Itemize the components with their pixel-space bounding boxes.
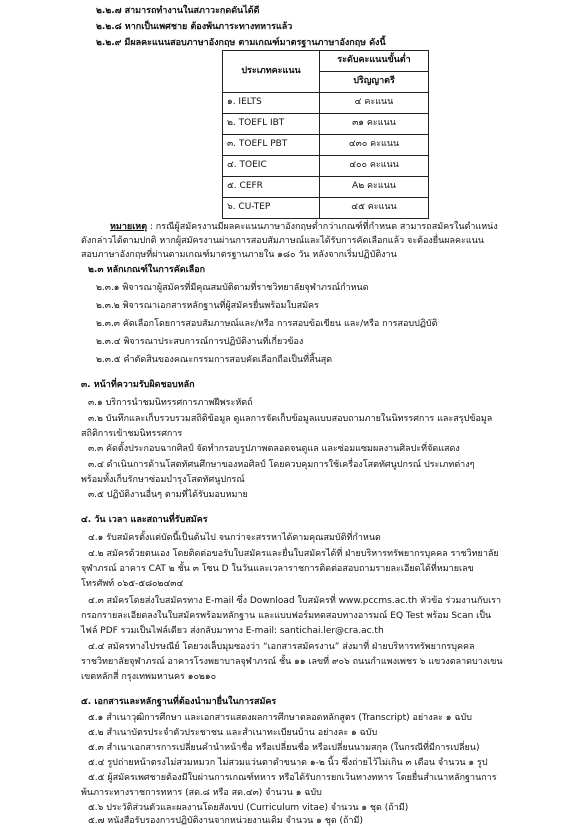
duties-heading: ๓. หน้าที่ความรับผิดชอบหลัก <box>81 380 195 390</box>
duty-line: ๓.๕ ปฏิบัติงานอื่นๆ ตามที่ได้รับมอบหมาย <box>88 490 248 500</box>
apply-line: ๔.๓ สมัครโดยส่งใบสมัครทาง E-mail ซึ่ง Download ใบสมัครที่ www.pccms.ac.th หัวข้อ ร่วมงานกับเรา <box>88 596 502 606</box>
doc-line: ๕.๓ สำเนาเอกสารการเปลี่ยนคำนำหน้าชื่อ หรือเปลี่ยนชื่อ หรือเปลี่ยนนามสกุล (ในกรณีที่มีการเปลี่ยน) <box>88 743 480 753</box>
score-name: ๔. TOEIC <box>223 156 320 177</box>
table-row <box>223 198 429 219</box>
score-value: ๓๑ คะแนน <box>320 114 429 135</box>
doc-line: ๕.๗ หนังสือรับรองการปฏิบัติงานจากหน่วยงานเดิม จำนวน ๑ ชุด (ถ้ามี) <box>88 816 364 826</box>
duty-line: ๓.๑ บริการนำชมนิทรรศการภาพฝีพระหัตถ์ <box>88 398 253 408</box>
apply-line: ๔.๒ สมัครด้วยตนเอง โดยติดต่อขอรับใบสมัครและยื่นใบสมัครได้ที่ ฝ่ายบริหารทรัพยากรบุคคล ราชวิทยาลัย <box>88 549 499 559</box>
table-header-row <box>223 51 429 72</box>
table-row <box>223 114 429 135</box>
score-name: ๖. CU-TEP <box>223 198 320 219</box>
score-value: ๔๕ คะแนน <box>320 198 429 219</box>
requirement-2-2-8: ๒.๒.๘ หากเป็นเพศชาย ต้องพ้นภาระทางทหารแล้ว <box>96 22 293 32</box>
doc-line: ๕.๖ ประวัติส่วนตัวและผลงานโดยสังเขป (Curriculum vitae) จำนวน ๑ ชุด (ถ้ามี) <box>88 803 409 813</box>
table-row <box>223 93 429 114</box>
requirement-2-2-7: ๒.๒.๗ สามารถทำงานในสภาวะกดดันได้ดี <box>96 6 260 16</box>
duty-line: พร้อมทั้งเก็บรักษาซ่อมบำรุงโสตทัศนูปกรณ์ <box>81 475 245 485</box>
list-item: ๒.๓.๔ พิจารณาประสบการณ์การปฏิบัติงานที่เกี่ยวข้อง <box>96 337 304 347</box>
english-score-table <box>222 50 429 219</box>
apply-line: กรอกรายละเอียดลงในใบสมัครพร้อมหลักฐาน และแบบฟอร์มทดสอบทางอารมณ์ EQ Test พร้อม Scan เป็น <box>81 611 492 621</box>
score-name: ๕. CEFR <box>223 177 320 198</box>
duty-line: ๓.๓ คัดตั้งประกอบฉากศิลป์ จัดทำกรอบรูปภาพตลอดจนดูแล และซ่อมแซมผลงานศิลปะที่จัดแสดง <box>88 444 460 454</box>
note-line-3: สอบภาษาอังกฤษที่ผ่านตามเกณฑ์มาตรฐานภายใน ๑๘๐ วัน หลังจากเริ่มปฏิบัติงาน <box>81 250 397 260</box>
header-min-score: ระดับคะแนนขั้นต่ำ <box>320 51 429 72</box>
header-bachelor: ปริญญาตรี <box>320 72 429 93</box>
apply-line: จุฬาภรณ์ อาคาร CAT ๒ ชั้น ๓ โซน D ในวันและเวลาราชการติดต่อสอบถามรายละเอียดได้ที่หมายเลข <box>81 564 474 574</box>
docs-heading: ๕. เอกสารและหลักฐานที่ต้องนำมายื่นในการสมัคร <box>81 697 277 707</box>
duty-line: สถิติการเข้าชมนิทรรศการ <box>81 429 183 439</box>
apply-line: โทรศัพท์ ๐๖๕-๕๘๐๒๔๓๔ <box>81 579 184 589</box>
score-name: ๓. TOEFL PBT <box>223 135 320 156</box>
score-name: ๑. IELTS <box>223 93 320 114</box>
table-row <box>223 135 429 156</box>
doc-line: ๕.๕ ผู้สมัครเพศชายต้องมีใบผ่านการเกณฑ์ทหาร หรือได้รับการยกเว้นทางทหาร โดยยื่นสำเนาหลักฐานการ <box>88 773 497 783</box>
score-name: ๒. TOEFL IBT <box>223 114 320 135</box>
doc-line: พ้นภาระทางราชการทหาร (สด.๘ หรือ สด.๔๓) จำนวน ๑ ฉบับ <box>81 788 322 798</box>
note-label: หมายเหตุ <box>110 222 148 232</box>
apply-heading: ๔. วัน เวลา และสถานที่รับสมัคร <box>81 515 208 525</box>
score-value: A๒ คะแนน <box>320 177 429 198</box>
note-line-1 <box>110 222 498 234</box>
apply-line: เขตหลักสี่ กรุงเทพมหานคร ๑๐๒๑๐ <box>81 672 217 682</box>
note-line-2: ดังกล่าวได้ตามปกติ หากผู้สมัครงานผ่านการสอบสัมภาษณ์และได้รับการคัดเลือกแล้ว จะต้องยื่นผลคะแนน <box>81 236 484 246</box>
apply-line: ๔.๔ สมัครทางไปรษณีย์ โดยวงเล็บมุมซองว่า “เอกสารสมัครงาน” ส่งมาที่ ฝ่ายบริหารทรัพยากรบุคคล <box>88 642 475 652</box>
list-item: ๒.๓.๒ พิจารณาเอกสารหลักฐานที่ผู้สมัครยื่นพร้อมใบสมัคร <box>96 301 319 311</box>
apply-line: ๔.๑ รับสมัครตั้งแต่บัดนี้เป็นต้นไป จนกว่าจะสรรหาได้ตามคุณสมบัติที่กำหนด <box>88 533 381 543</box>
requirement-2-2-9: ๒.๒.๙ มีผลคะแนนสอบภาษาอังกฤษ ตามเกณฑ์มาตรฐานภาษาอังกฤษ ดังนี้ <box>96 38 386 48</box>
table-row <box>223 177 429 198</box>
duty-line: ๓.๒ บันทึกและเก็บรวบรวมสถิติข้อมูล ดูแลการจัดเก็บข้อมูลแบบสอบถามภายในนิทรรศการ และสรุปข้อมูล <box>88 414 493 424</box>
note-text-1: : กรณีผู้สมัครงานมีผลคะแนนภาษาอังกฤษต่ำกว่าเกณฑ์ที่กำหนด สามารถสมัครในตำแหน่ง <box>147 222 498 232</box>
score-value: ๔ คะแนน <box>320 93 429 114</box>
doc-line: ๕.๒ สำเนาบัตรประจำตัวประชาชน และสำเนาทะเบียนบ้าน อย่างละ ๑ ฉบับ <box>88 728 378 738</box>
apply-line: ไฟล์ PDF รวมเป็นไฟล์เดียว ส่งกลับมาทาง E-mail: santichai.ler@cra.ac.th <box>81 626 384 636</box>
doc-line: ๕.๑ สำเนาวุฒิการศึกษา และเอกสารแสดงผลการศึกษาตลอดหลักสูตร (Transcript) อย่างละ ๑ ฉบับ <box>88 713 472 723</box>
list-item: ๒.๓.๑ พิจารณาผู้สมัครที่มีคุณสมบัติตามที่ราชวิทยาลัยจุฬาภรณ์กำหนด <box>96 283 369 293</box>
list-item: ๒.๓.๓ คัดเลือกโดยการสอบสัมภาษณ์และ/หรือ การสอบข้อเขียน และ/หรือ การสอบปฏิบัติ <box>96 319 438 329</box>
header-score-type: ประเภทคะแนน <box>223 51 320 93</box>
score-value: ๔๐๐ คะแนน <box>320 156 429 177</box>
score-value: ๔๓๐ คะแนน <box>320 135 429 156</box>
table-row <box>223 156 429 177</box>
doc-line: ๕.๔ รูปถ่ายหน้าตรงไม่สวมหมวก ไม่สวมแว่นตาดำขนาด ๑-๒ นิ้ว ซึ่งถ่ายไว้ไม่เกิน ๓ เดือน จำนวน ๑ รูป <box>88 758 488 768</box>
duty-line: ๓.๔ ดำเนินการด้านโสตทัศนศึกษาของหอศิลป์ โดยควบคุมการใช้เครื่องโสตทัศนูปกรณ์ ประเภทต่างๆ <box>88 460 475 470</box>
list-item: ๒.๓.๕ คำตัดสินของคณะกรรมการสอบคัดเลือกถือเป็นที่สิ้นสุด <box>96 355 333 365</box>
selection-heading: ๒.๓ หลักเกณฑ์ในการคัดเลือก <box>88 265 206 275</box>
apply-line: ราชวิทยาลัยจุฬาภรณ์ อาคารโรงพยาบาลจุฬาภรณ์ ชั้น ๑๑ เลขที่ ๙๐๖ ถนนกำแพงเพชร ๖ แขวงตลาดบางเขน <box>81 657 503 667</box>
